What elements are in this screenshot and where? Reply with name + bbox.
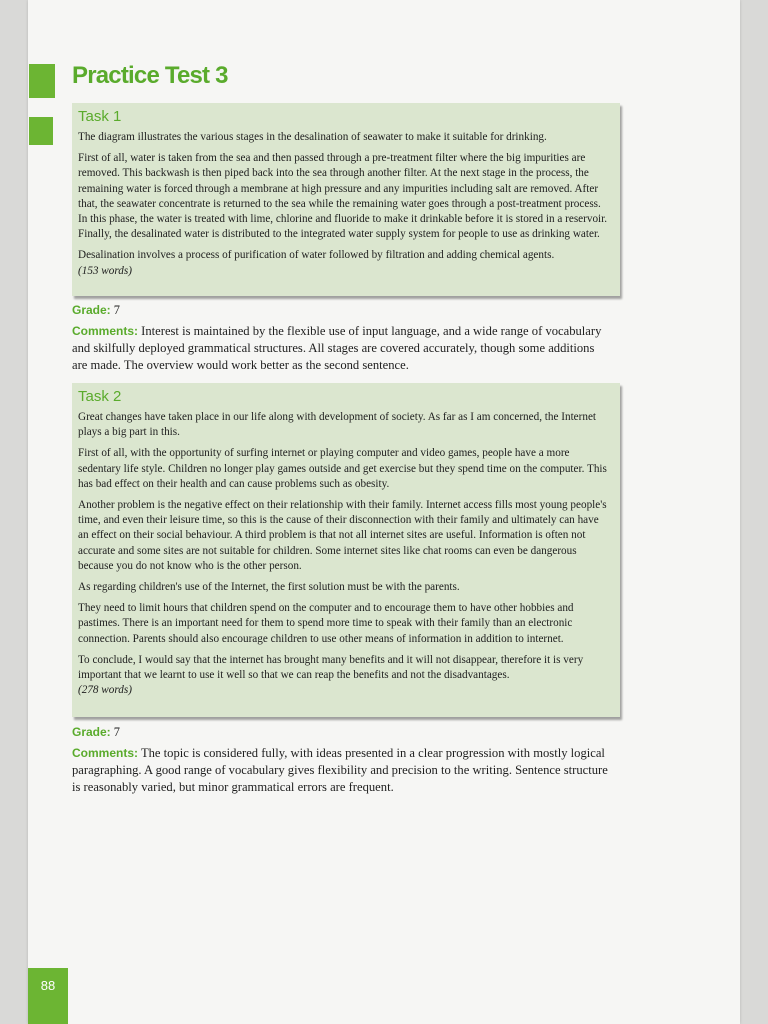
task2-paragraph: First of all, with the opportunity of surfing internet or playing computer and video games, people have a more sedentary life style. Children no longer play games outside and get exercise but they spend time on the computer. This has bad effect on their health and can cause problems such as obesity. xyxy=(78,447,607,490)
task1-box xyxy=(72,103,620,296)
task2-heading: Task 2 xyxy=(78,388,122,405)
green-marker-square xyxy=(29,117,53,145)
grade-label: Grade: xyxy=(72,303,111,317)
task2-paragraph-text: To conclude, I would say that the internet has brought many benefits and it will not disappear, therefore it is very important that we learnt to use it well so that we can reap the benefits and not the disadvantages. xyxy=(78,653,584,682)
task1-word-count: (153 words) xyxy=(78,264,132,277)
task2-paragraph: Great changes have taken place in our life along with development of society. As far as I am concerned, the Internet plays a big part in this. xyxy=(78,411,597,439)
grade-value: 7 xyxy=(113,725,120,739)
task2-grade xyxy=(72,725,120,740)
task2-paragraph xyxy=(78,653,610,699)
task1-grade xyxy=(72,303,120,318)
green-marker-square xyxy=(29,64,55,98)
task2-word-count: (278 words) xyxy=(78,684,132,697)
comments-label: Comments: xyxy=(72,324,139,338)
comments-text: The topic is considered fully, with ideas presented in a clear progression with mostly logical paragraphing. A good range of vocabulary gives flexibility and precision to the writing. Sentence structure is reasonably varied, but minor grammatical errors are frequent. xyxy=(72,746,608,794)
grade-value: 7 xyxy=(113,303,120,317)
task2-box xyxy=(72,383,620,717)
page-number: 88 xyxy=(28,968,68,1024)
page-title: Practice Test 3 xyxy=(72,62,228,89)
task1-paragraph: The diagram illustrates the various stages in the desalination of seawater to make it suitable for drinking. xyxy=(78,131,547,143)
task1-paragraph xyxy=(78,248,610,278)
comments-text: Interest is maintained by the flexible use of input language, and a wide range of vocabulary and skilfully deployed grammatical structures. All stages are covered accurately, though some additions are made. The overview would work better as the second sentence. xyxy=(72,324,602,372)
task1-heading: Task 1 xyxy=(78,108,122,125)
task1-paragraph-text: Desalination involves a process of purification of water followed by filtration and adding chemical agents. xyxy=(78,249,555,262)
task2-paragraph: They need to limit hours that children spend on the computer and to encourage them to have other hobbies and pastimes. There is an important need for them to spend more time to speak with their family than an electronic connection. Parents should also encourage children to use other means of information in addition to internet. xyxy=(78,602,574,645)
task2-comments xyxy=(72,745,612,796)
task1-comments xyxy=(72,323,612,374)
comments-label: Comments: xyxy=(72,746,139,760)
task1-paragraph: First of all, water is taken from the sea and then passed through a pre-treatment filter where the big impurities are removed. This backwash is then piped back into the sea through another filter. At the next stage in the process, the remaining water is forced through a membrane at high pressure and any impurities including salt are removed. After that, the seawater concentrate is returned to the sea while the remaining water goes through a post-treatment process. In this phase, the water is treated with lime, chlorine and fluoride to make it drinkable before it is stored in a reservoir. Finally, the desalinated water is distributed to the integrated water supply system for people to use as drinking water. xyxy=(78,152,608,241)
grade-label: Grade: xyxy=(72,725,111,739)
task2-paragraph: As regarding children's use of the Internet, the first solution must be with the parents. xyxy=(78,581,460,594)
task2-paragraph: Another problem is the negative effect on their relationship with their family. Internet access fills most young people's time, and even their leisure time, so this is the cause of their disconnection with their family and ultimately can have an effect on their social behaviour. A third problem is that not all internet sites are useful. Information is often not accurate and some sites are not suitable for children. Some internet sites like chat rooms can even be dangerous because you do not know who is the other person. xyxy=(78,499,607,572)
